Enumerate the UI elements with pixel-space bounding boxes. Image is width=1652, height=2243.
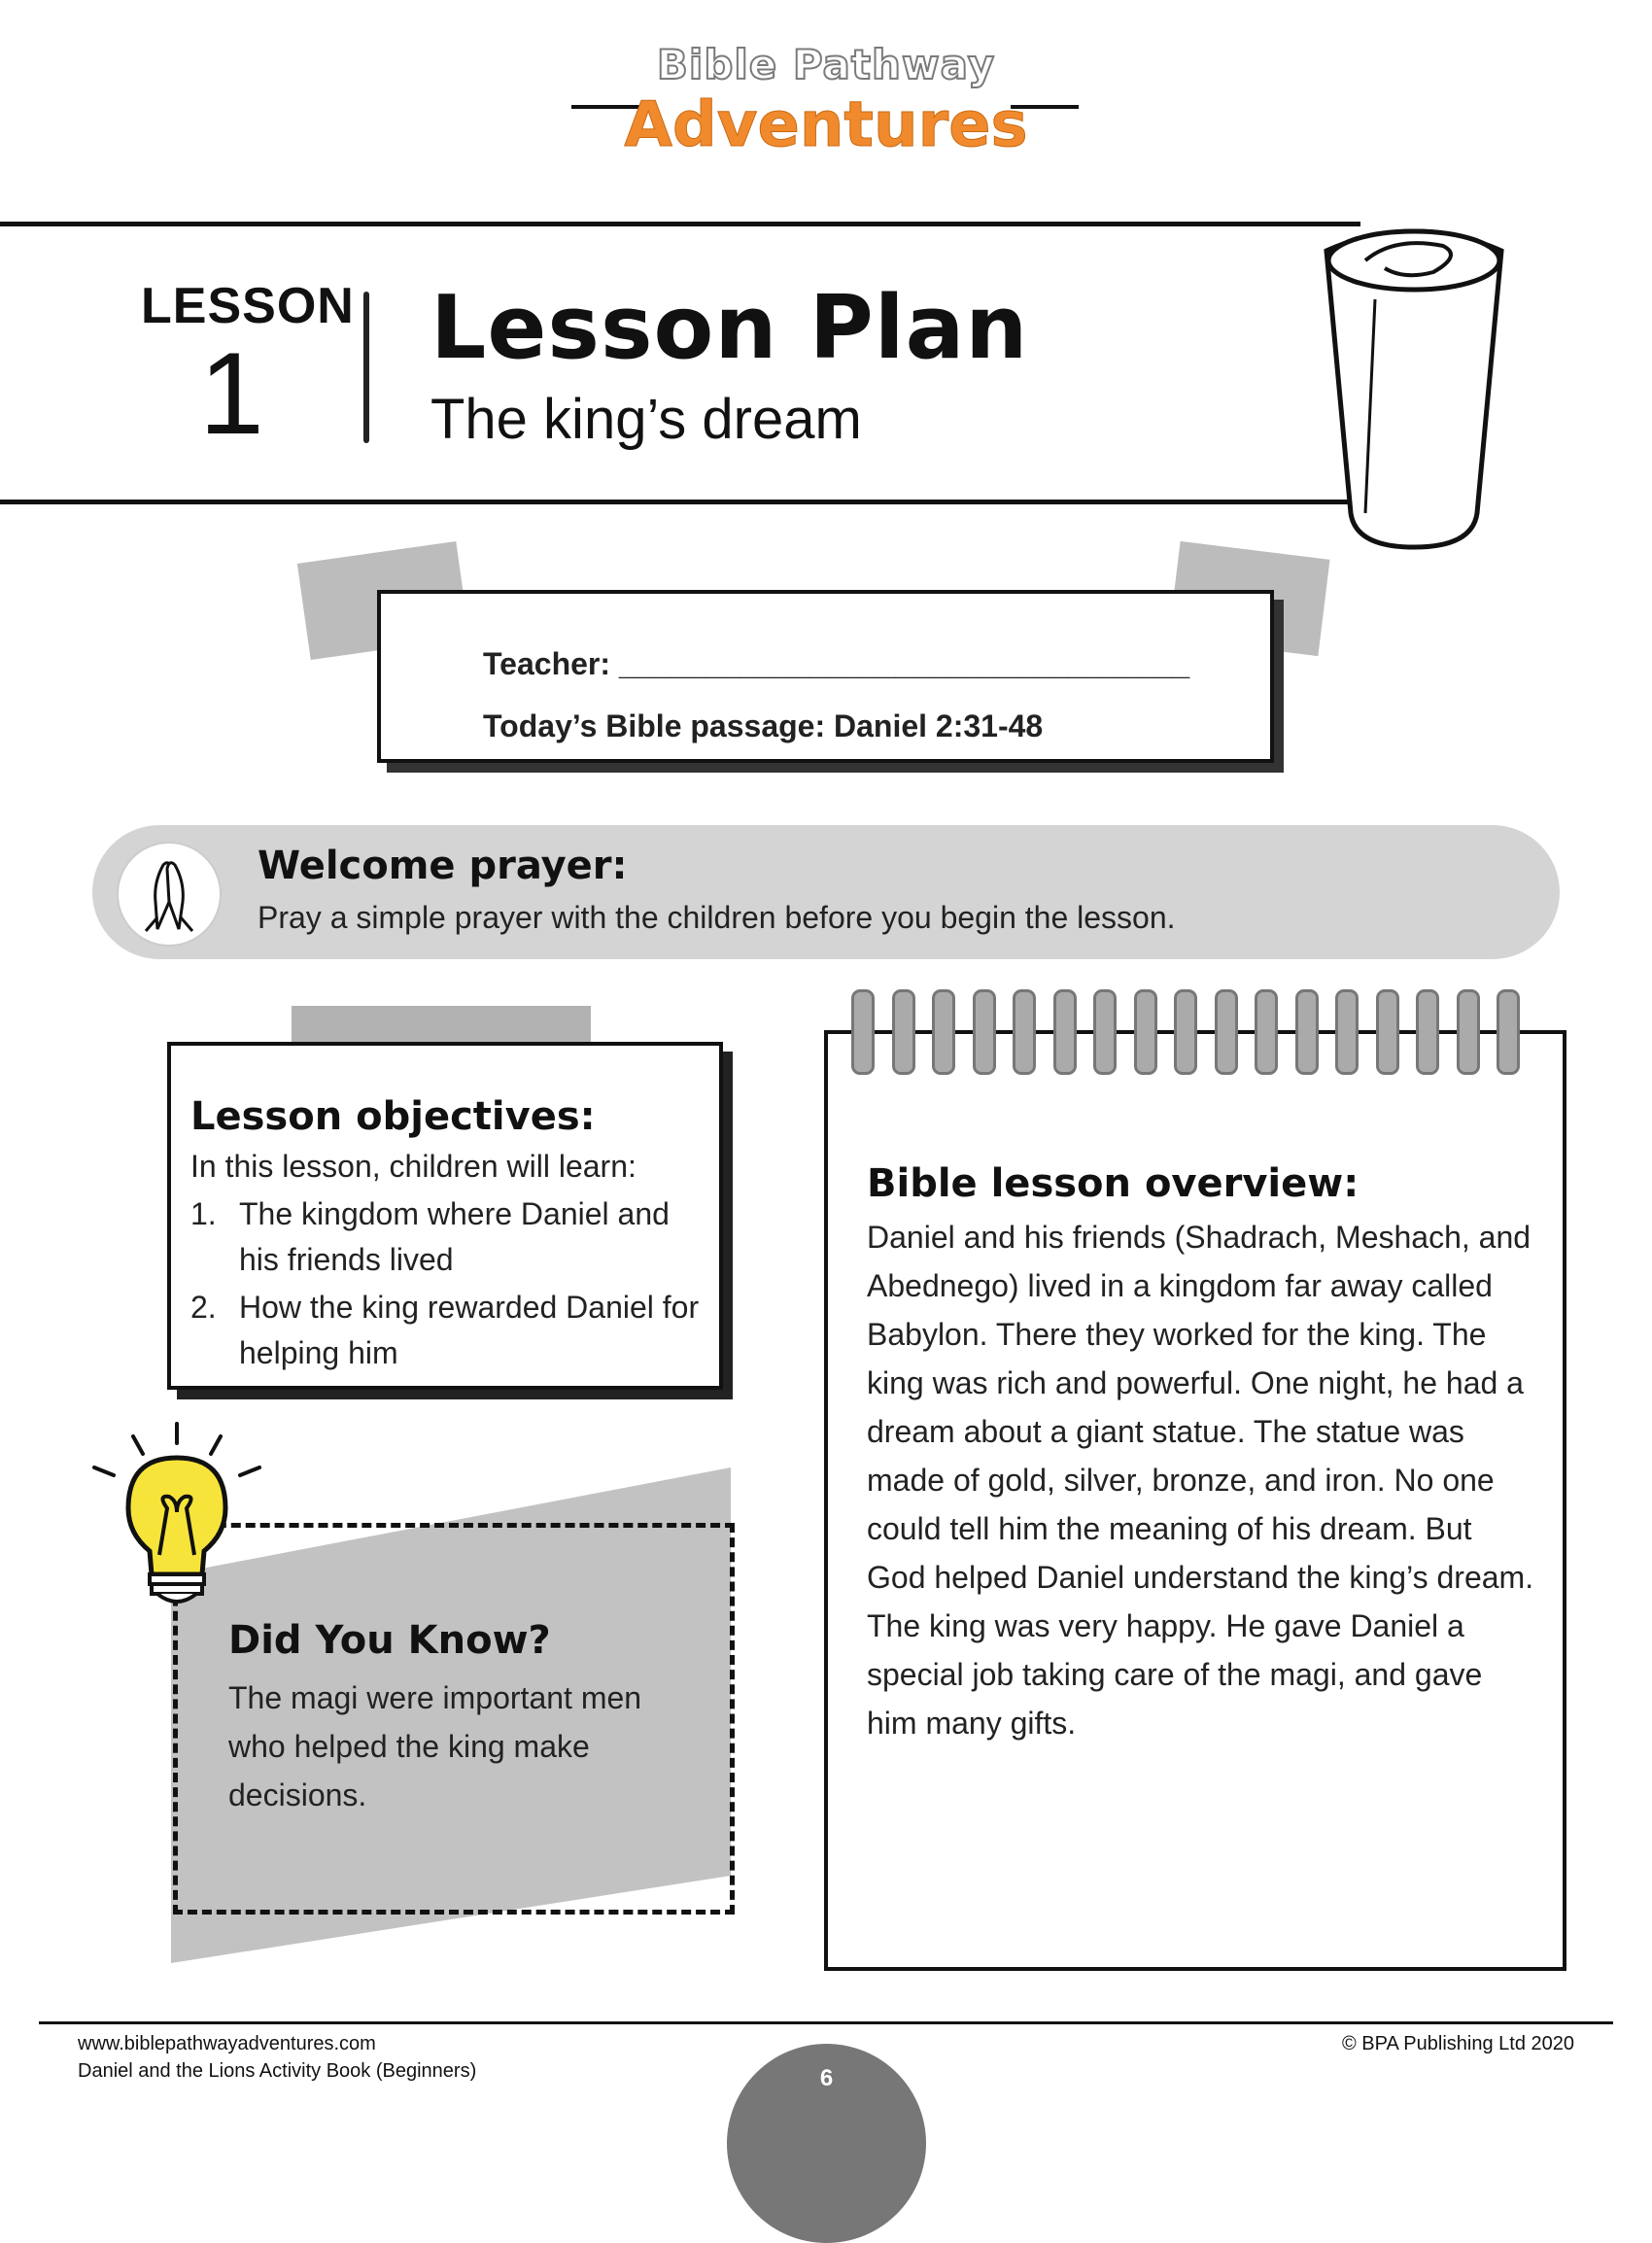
lesson-objectives-box (167, 1042, 723, 1390)
notebook-ring (1174, 989, 1197, 1075)
list-item (190, 1285, 706, 1376)
notebook-ring (1053, 989, 1077, 1075)
objectives-intro: In this lesson, children will learn: (190, 1149, 637, 1184)
footer-book-title: Daniel and the Lions Activity Book (Beginners) (78, 2060, 477, 2082)
notebook-ring (1335, 989, 1359, 1075)
teacher-field[interactable]: Teacher: _________________________________ (483, 646, 1190, 681)
logo-line2: Adventures (624, 89, 1028, 161)
notebook-ring (1215, 989, 1238, 1075)
lightbulb-icon (89, 1419, 264, 1613)
list-text: How the king rewarded Daniel for helping him (239, 1290, 700, 1370)
notebook-ring (1134, 989, 1157, 1075)
page-number: 6 (819, 2065, 834, 2091)
lesson-number: 1 (199, 328, 264, 459)
did-you-know-title: Did You Know? (228, 1618, 551, 1663)
scroll-icon (1317, 222, 1511, 552)
teacher-info-box (377, 590, 1274, 763)
notebook-ring (892, 989, 915, 1075)
overview-title: Bible lesson overview: (867, 1161, 1359, 1206)
notebook-ring (1497, 989, 1520, 1075)
welcome-prayer-title: Welcome prayer: (258, 844, 628, 888)
list-text: The kingdom where Daniel and his friends lived (239, 1196, 670, 1277)
notebook-ring (1013, 989, 1036, 1075)
bible-passage: Today’s Bible passage: Daniel 2:31-48 (483, 708, 1044, 743)
list-item (190, 1191, 706, 1283)
page-subtitle: The king’s dream (430, 388, 862, 451)
header-divider (363, 292, 369, 443)
praying-hands-icon (117, 842, 222, 947)
overview-text: Daniel and his friends (Shadrach, Meshach, and Abednego) lived in a kingdom far away called Babylon. There they worked for the king. The king was rich and powerful. One night, he had a dream about a giant statue. The statue was made of gold, silver, bronze, and iron. No one could tell him the meaning of his dream. But God helped Daniel understand the king’s dream. The king was very happy. He gave Daniel a special job taking care of the magi, and gave him many gifts. (867, 1220, 1534, 1741)
objectives-list (190, 1191, 706, 1376)
welcome-prayer-text: Pray a simple prayer with the children before you begin the lesson. (258, 900, 1176, 935)
footer-rule (39, 2021, 1613, 2024)
list-number: 2. (190, 1290, 217, 1325)
notebook-ring (932, 989, 955, 1075)
list-number: 1. (190, 1196, 217, 1231)
logo-line1: Bible Pathway (656, 41, 996, 88)
notebook-ring (1416, 989, 1439, 1075)
notebook-ring (973, 989, 996, 1075)
notebook-ring (1093, 989, 1117, 1075)
notebook-ring (1295, 989, 1319, 1075)
notebook-ring (1376, 989, 1399, 1075)
header-bottom-rule (0, 500, 1351, 504)
notebook-ring (851, 989, 875, 1075)
objectives-title: Lesson objectives: (190, 1094, 596, 1139)
notebook-ring (1255, 989, 1278, 1075)
did-you-know-text: The magi were important men who helped the king make decisions. (228, 1680, 642, 1812)
footer-copyright: © BPA Publishing Ltd 2020 (1342, 2033, 1574, 2054)
footer-website[interactable]: www.biblepathwayadventures.com (78, 2033, 376, 2054)
header-top-rule (0, 222, 1360, 226)
lesson-label: LESSON (141, 278, 355, 334)
page-title: Lesson Plan (430, 277, 1029, 379)
notebook-ring (1457, 989, 1480, 1075)
